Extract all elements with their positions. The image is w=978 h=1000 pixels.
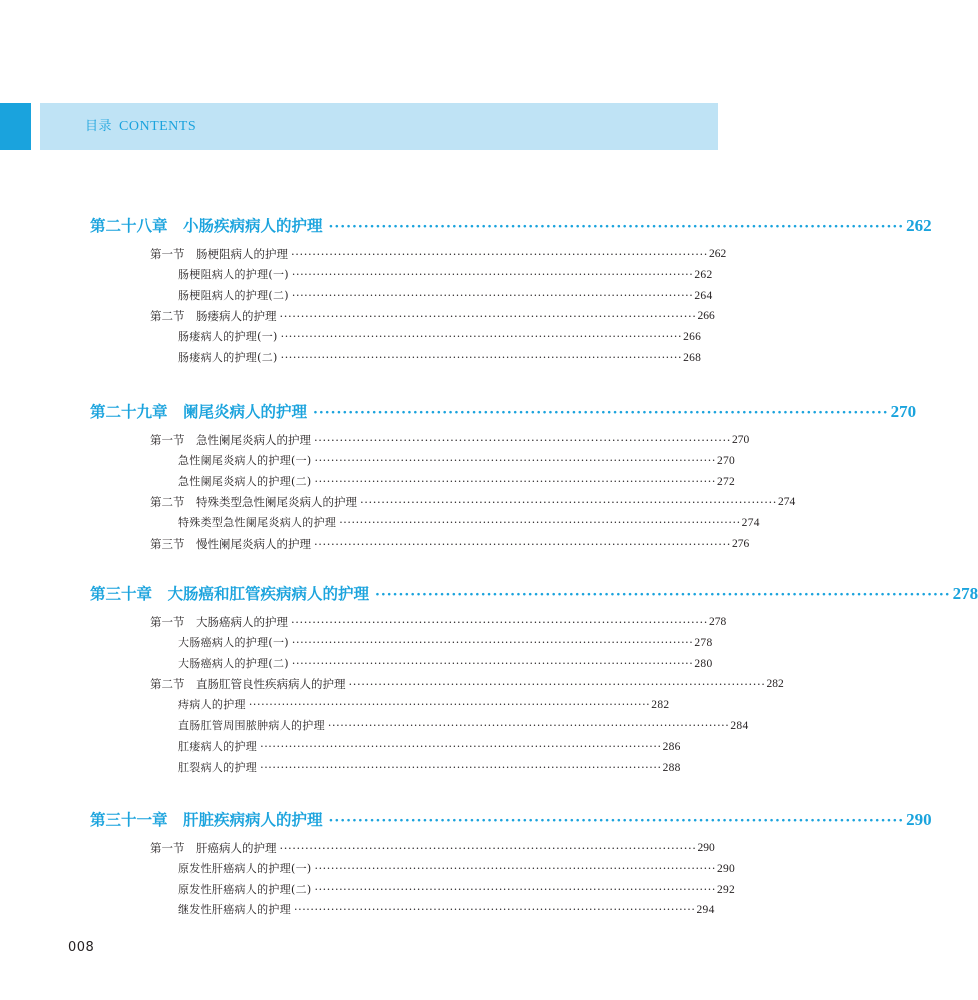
entry-page-number: 270: [732, 434, 750, 446]
section-entry[interactable]: [150, 610, 727, 630]
entry-title: 大肠癌病人的护理(一): [178, 635, 289, 649]
entry-page-number: 278: [709, 616, 727, 628]
leader-dots: ··································································································: [248, 698, 651, 712]
leader-dots: ··································································································: [360, 495, 778, 510]
leader-dots: ··································································································: [291, 656, 694, 670]
entry-title: 急性阑尾炎病人的护理(二): [178, 474, 312, 488]
subsection-entry[interactable]: [178, 756, 681, 776]
leader-dots: ··································································································: [280, 330, 683, 344]
entry-page-number: 286: [662, 740, 681, 753]
subsection-entry[interactable]: [178, 857, 736, 877]
entry-title: 肠瘘病人的护理(一): [178, 330, 278, 344]
entry-page-number: 282: [651, 699, 670, 712]
entry-page-number: 280: [694, 657, 713, 670]
leader-dots: ··································································································: [291, 288, 694, 302]
entry-title: 第一节 大肠癌病人的护理: [150, 615, 288, 629]
subsection-entry[interactable]: [178, 693, 670, 713]
entry-page-number: 272: [716, 475, 736, 488]
subsection-entry[interactable]: [178, 449, 736, 469]
leader-dots: ··································································································: [279, 309, 697, 324]
entry-page-number: 262: [709, 248, 727, 260]
subsection-entry[interactable]: [178, 346, 702, 366]
leader-dots: ··································································································: [348, 677, 766, 692]
subsection-entry[interactable]: [178, 652, 713, 672]
leader-dots: ··································································································: [279, 841, 697, 855]
leader-dots: ··································································································: [328, 813, 905, 829]
leader-dots: ··································································································: [314, 882, 716, 896]
entry-page-number: 288: [662, 761, 681, 774]
entry-title: 第二节 肠瘘病人的护理: [150, 309, 277, 324]
leader-dots: ··································································································: [313, 405, 889, 421]
subsection-entry[interactable]: [178, 878, 736, 898]
entry-title: 急性阑尾炎病人的护理(一): [178, 453, 312, 467]
entry-title: 第一节 肝癌病人的护理: [150, 841, 277, 855]
entry-page-number: 264: [694, 289, 713, 302]
subsection-entry[interactable]: [178, 325, 702, 345]
entry-title: 肠梗阻病人的护理(一): [178, 267, 289, 281]
subsection-entry[interactable]: [178, 735, 681, 755]
entry-page-number: 282: [766, 678, 784, 691]
banner-accent-bar: [0, 103, 31, 150]
contents-heading: [85, 103, 196, 150]
chapter-heading[interactable]: [90, 398, 917, 422]
entry-title: 大肠癌病人的护理(二): [178, 656, 289, 670]
chapter-title: 第三十章 大肠癌和肛管疾病病人的护理: [90, 584, 370, 603]
entry-title: 第一节 肠梗阻病人的护理: [150, 247, 288, 261]
subsection-entry[interactable]: [178, 284, 713, 304]
entry-page-number: 262: [694, 268, 713, 281]
entry-page-number: 266: [697, 310, 715, 323]
leader-dots: ··································································································: [314, 453, 716, 467]
entry-title: 痔病人的护理: [178, 698, 246, 712]
leader-dots: ··································································································: [314, 433, 732, 447]
entry-title: 原发性肝癌病人的护理(一): [178, 861, 312, 875]
contents-label-cn: 目录: [85, 119, 113, 134]
entry-page-number: 274: [741, 517, 760, 530]
entry-title: 第三节 慢性阑尾炎病人的护理: [150, 537, 311, 551]
chapter-heading[interactable]: [90, 580, 978, 604]
chapter-heading[interactable]: [90, 806, 932, 830]
leader-dots: ··································································································: [314, 537, 732, 551]
entry-title: 第一节 急性阑尾炎病人的护理: [150, 433, 311, 447]
entry-page-number: 294: [696, 904, 715, 917]
entry-page-number: 276: [732, 538, 750, 550]
chapter-title: 第二十九章 阑尾炎病人的护理: [90, 402, 308, 421]
subsection-entry[interactable]: [178, 714, 749, 734]
section-entry[interactable]: [150, 532, 750, 552]
leader-dots: ··································································································: [260, 760, 662, 774]
chapter-title: 第三十一章 肝脏疾病病人的护理: [90, 810, 323, 829]
entry-page-number: 274: [778, 496, 796, 509]
entry-title: 继发性肝癌病人的护理: [178, 903, 291, 917]
entry-title: 第二节 直肠肛管良性疾病病人的护理: [150, 677, 346, 692]
leader-dots: ··································································································: [291, 635, 694, 649]
leader-dots: ··································································································: [280, 351, 683, 364]
entry-title: 直肠肛管周围脓肿病人的护理: [178, 719, 325, 732]
subsection-entry[interactable]: [178, 263, 713, 283]
entry-page-number: 284: [730, 720, 749, 732]
subsection-entry[interactable]: [178, 898, 715, 918]
entry-page-number: 278: [694, 636, 713, 649]
section-entry[interactable]: [150, 304, 715, 324]
entry-page-number: 290: [697, 842, 715, 854]
section-entry[interactable]: [150, 428, 750, 448]
leader-dots: ··································································································: [291, 267, 694, 281]
entry-page-number: 266: [683, 331, 702, 344]
chapter-title: 第二十八章 小肠疾病病人的护理: [90, 216, 323, 235]
entry-title: 肠瘘病人的护理(二): [178, 351, 278, 364]
entry-title: 肛瘘病人的护理: [178, 739, 258, 753]
leader-dots: ··································································································: [328, 219, 905, 235]
subsection-entry[interactable]: [178, 631, 713, 651]
entry-title: 第二节 特殊类型急性阑尾炎病人的护理: [150, 495, 357, 510]
leader-dots: ··································································································: [291, 615, 709, 629]
entry-title: 肛裂病人的护理: [178, 760, 258, 774]
entry-title: 原发性肝癌病人的护理(二): [178, 882, 312, 896]
leader-dots: ··································································································: [327, 719, 730, 732]
leader-dots: ··································································································: [294, 903, 696, 917]
chapter-page-number: 278: [952, 584, 978, 603]
section-entry[interactable]: [150, 242, 727, 262]
subsection-entry[interactable]: [178, 470, 736, 490]
subsection-entry[interactable]: [178, 511, 760, 531]
chapter-page-number: 290: [906, 810, 932, 829]
entry-page-number: 290: [716, 862, 736, 875]
entry-page-number: 270: [716, 454, 736, 467]
leader-dots: ··································································································: [339, 516, 741, 530]
leader-dots: ··································································································: [375, 587, 951, 603]
leader-dots: ··································································································: [291, 247, 709, 261]
entry-title: 特殊类型急性阑尾炎病人的护理: [178, 516, 337, 530]
chapter-page-number: 270: [890, 402, 917, 421]
chapter-page-number: 262: [906, 216, 932, 235]
entry-page-number: 292: [716, 883, 736, 896]
leader-dots: ··································································································: [314, 474, 716, 488]
page-number: 008: [68, 940, 95, 955]
section-entry[interactable]: [150, 836, 715, 856]
chapter-heading[interactable]: [90, 212, 932, 236]
leader-dots: ··································································································: [314, 861, 716, 875]
contents-label-en: CONTENTS: [119, 119, 197, 134]
section-entry[interactable]: [150, 490, 796, 510]
leader-dots: ··································································································: [260, 739, 662, 753]
entry-page-number: 268: [683, 352, 702, 364]
entry-title: 肠梗阻病人的护理(二): [178, 288, 289, 302]
section-entry[interactable]: [150, 672, 784, 692]
